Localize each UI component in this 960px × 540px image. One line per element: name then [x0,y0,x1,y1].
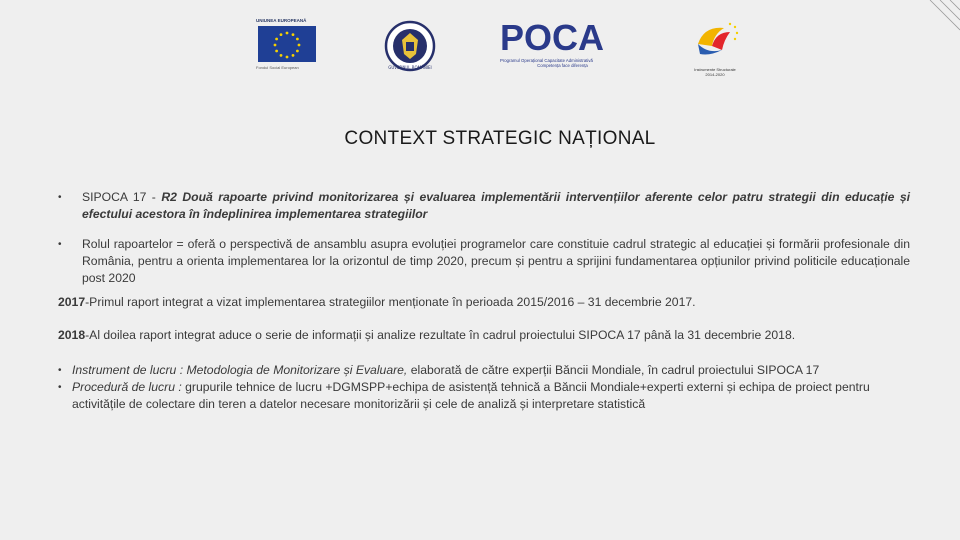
note-label: Procedură de lucru : [72,380,182,394]
poca-wordmark: POCA [500,17,605,58]
romania-government-logo [384,20,436,72]
instrumente-structurale-logo [684,18,746,80]
instrumente-structurale-icon [684,18,746,62]
report-text: -Al doilea raport integrat aduce o serie de informații și analize rezultate în cadrul proiectului SIPOCA 17 până la 31 decembrie 2018. [85,328,796,342]
logo-bar [250,14,750,84]
note-text: elaborată de către experții Băncii Mondiale, în cadrul proiectului SIPOCA 17 [407,363,820,377]
corner-decoration [900,0,960,60]
bullet-item [58,189,910,223]
ins-line1: Instrumente Structurale [694,67,736,72]
report-2017 [58,294,918,311]
bullet-lead: SIPOCA 17 - [82,190,162,204]
note-item [58,379,918,413]
bullet-glyph: • [58,192,62,203]
eu-caption: UNIUNEA EUROPEANĂ [256,18,307,23]
report-2018 [58,327,918,344]
report-year: 2017 [58,295,86,309]
note-label: Instrument de lucru : Metodologia de Monitorizare și Evaluare, [72,363,408,377]
report-text: -Primul raport integrat a vizat implementarea strategiilor menționate în perioada 2015/2016 – 31 decembrie 2017. [85,295,696,309]
page-title: CONTEXT STRATEGIC NAȚIONAL [344,128,656,149]
notes-list [58,362,918,413]
bullet-text: Rolul rapoartelor = oferă o perspectivă de ansamblu asupra evoluției programelor care constituie cadrul strategic al educației și formării profesionale din România, pentru a orienta implementarea lor la orizontul de timp 2020, precum și pentru a sprijini fundamentarea opțiunilor privind politicile educaționale post 2020 [82,237,910,285]
report-year: 2018 [58,328,86,342]
eu-logo [256,18,328,76]
eu-subcaption: Fondul Social European [256,65,299,70]
bullet-glyph: • [58,239,62,250]
note-text: grupurile tehnice de lucru +DGMSPP+echipa de asistență tehnică a Băncii Mondiale+experti externi și echipa de proiect pentru activitățile de colectare din teren a datelor necesare monitorizării și cele de analiză și interpretare statistică [72,380,870,411]
eu-flag-icon [258,26,316,62]
note-item [58,362,918,379]
poca-logo [500,18,625,78]
coat-of-arms-icon [384,20,436,72]
bullet-item [58,236,910,287]
poca-line1: Programul Operațional Capacitate Administrativă [500,58,593,63]
romania-caption: GUVERNUL ROMÂNIEI [388,65,432,70]
ins-line2: 2014-2020 [705,72,725,77]
bullet-emphasis: R2 Două rapoarte privind monitorizarea și evaluarea implementării intervențiilor aferente celor patru strategii din educație și efectului acestora în îndeplinirea implementarea strategiilor [82,190,910,221]
poca-line2: Competența face diferența [537,63,588,68]
bullet-list [58,189,910,300]
bullet-glyph: • [58,382,62,393]
bullet-glyph: • [58,365,62,376]
